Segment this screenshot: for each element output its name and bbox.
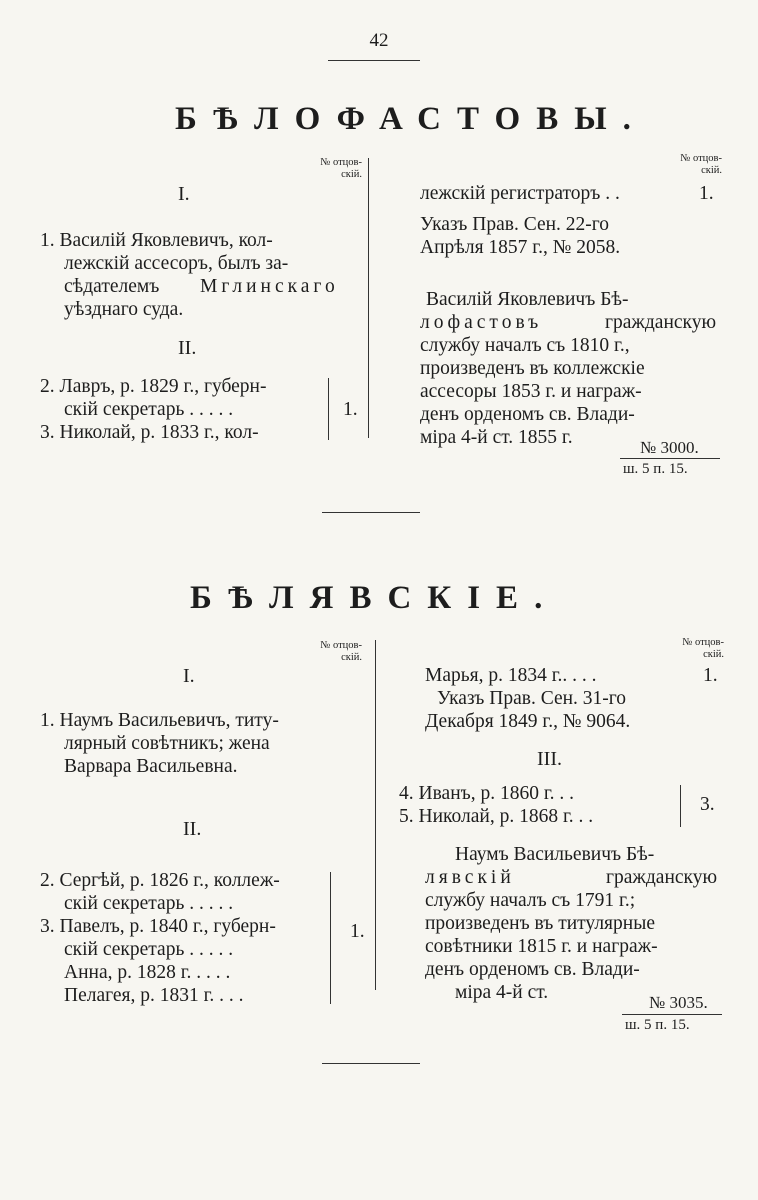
brace [680, 785, 681, 827]
generation-label: III. [537, 748, 562, 770]
bio-line: денъ орденомъ св. Влади- [420, 404, 635, 425]
column-header-left: № отцов- скій. [320, 157, 362, 180]
bio-line: произведенъ въ титулярные [425, 913, 655, 934]
section-title: БѢЛЯВСКІЕ. [190, 580, 559, 616]
entry-line: 4. Иванъ, р. 1860 г. . . [399, 783, 575, 804]
column-divider [368, 158, 369, 438]
shelf-mark: ш. 5 п. 15. [625, 1017, 690, 1033]
bio-line: Василій Яковлевичъ Бѣ- [426, 289, 629, 310]
entry-line: Пелагея, р. 1831 г. . . . [64, 985, 244, 1006]
column-divider [375, 640, 376, 990]
section-title: БѢЛОФАСТОВЫ. [175, 101, 647, 137]
father-number: 1. [343, 399, 358, 420]
entry-line: лежскій регистраторъ . . [420, 183, 620, 204]
entry-line: скій секретарь . . . . . [64, 893, 234, 914]
bio-line: міра 4-й ст. [455, 982, 549, 1003]
entry-line: 3. Николай, р. 1833 г., кол- [40, 422, 259, 443]
bio-line: службу началъ съ 1791 г.; [425, 890, 636, 911]
entry-line: 1. Василій Яковлевичъ, кол- [40, 230, 273, 251]
brace [328, 378, 329, 440]
entry-line: Марья, р. 1834 г.. . . . [425, 665, 597, 686]
section-divider [322, 512, 420, 513]
section-divider [322, 1063, 420, 1064]
entry-line: 2. Лавръ, р. 1829 г., губерн- [40, 376, 267, 397]
rule [622, 1014, 722, 1015]
shelf-mark: ш. 5 п. 15. [623, 461, 688, 477]
page-number: 42 [369, 30, 389, 51]
father-number: 1. [699, 183, 714, 204]
father-number: 1. [703, 665, 718, 686]
entry-line: уѣзднаго суда. [64, 299, 184, 320]
column-header-left: № отцов- скій. [320, 640, 362, 663]
ukaz-line: Апрѣля 1857 г., № 2058. [420, 237, 621, 258]
rule [620, 458, 720, 459]
entry-line: Варвара Васильевна. [64, 756, 238, 777]
column-header-right: № отцов- скій. [680, 153, 722, 176]
bio-line: произведенъ въ коллежскіе [420, 358, 645, 379]
father-number: 3. [700, 794, 715, 815]
ukaz-line: Декабря 1849 г., № 9064. [425, 711, 631, 732]
top-rule [328, 60, 420, 61]
entry-line: 1. Наумъ Васильевичъ, титу- [40, 710, 279, 731]
generation-label: I. [178, 183, 190, 205]
file-number: № 3000. [640, 438, 699, 457]
file-number: № 3035. [649, 993, 708, 1012]
entry-line: 5. Николай, р. 1868 г. . . [399, 806, 594, 827]
bio-line: гражданскую [606, 867, 718, 888]
generation-label: II. [178, 337, 197, 359]
column-header-right: № отцов- скій. [682, 637, 724, 660]
generation-label: I. [183, 665, 195, 687]
generation-label: II. [183, 818, 202, 840]
entry-line: Мглинскаго [200, 276, 339, 297]
bio-line: міра 4-й ст. 1855 г. [420, 427, 573, 448]
entry-line: сѣдателемъ [64, 276, 160, 297]
father-number: 1. [350, 921, 365, 942]
bio-line: гражданскую [605, 312, 717, 333]
entry-line: лежскій ассесоръ, былъ за- [64, 253, 289, 274]
brace [330, 872, 331, 1004]
entry-line: Анна, р. 1828 г. . . . . [64, 962, 231, 983]
bio-line: совѣтники 1815 г. и награж- [425, 936, 658, 957]
ukaz-line: Указъ Прав. Сен. 31-го [437, 688, 627, 709]
bio-line: Наумъ Васильевичъ Бѣ- [455, 844, 655, 865]
entry-line: 3. Павелъ, р. 1840 г., губерн- [40, 916, 276, 937]
entry-line: скій секретарь . . . . . [64, 939, 234, 960]
entry-line: скій секретарь . . . . . [64, 399, 234, 420]
bio-line: службу началъ съ 1810 г., [420, 335, 630, 356]
entry-line: 2. Сергѣй, р. 1826 г., коллеж- [40, 870, 280, 891]
bio-line: лявскій [425, 867, 515, 888]
bio-line: денъ орденомъ св. Влади- [425, 959, 640, 980]
bio-line: лофастовъ [420, 312, 543, 333]
entry-line: лярный совѣтникъ; жена [64, 733, 270, 754]
ukaz-line: Указъ Прав. Сен. 22-го [420, 214, 610, 235]
bio-line: ассесоры 1853 г. и награж- [420, 381, 642, 402]
